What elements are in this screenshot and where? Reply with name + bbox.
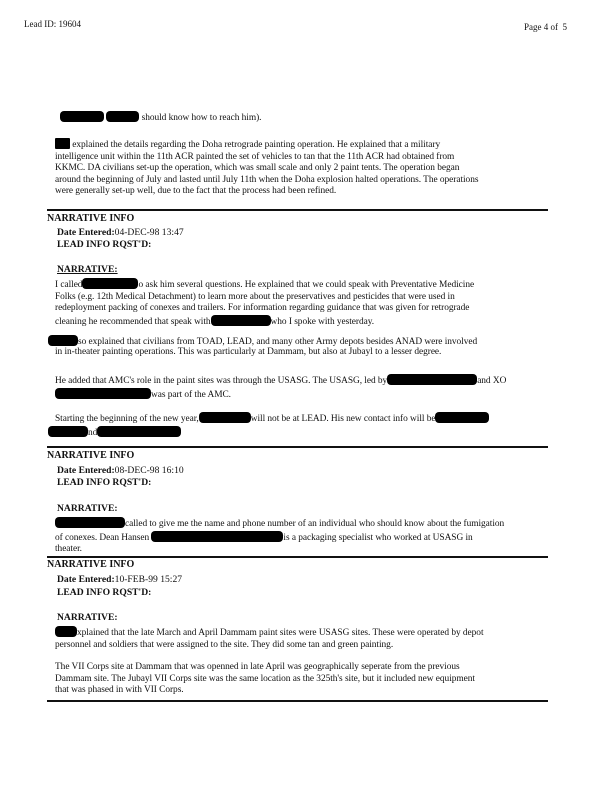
lead-info-requested: LEAD INFO RQST'D: <box>57 239 152 250</box>
date-entered: Date Entered:08-DEC-98 16:10 <box>57 465 184 476</box>
lead-id: Lead ID: 19604 <box>24 19 81 29</box>
section-divider <box>47 209 548 211</box>
lead-info-requested: LEAD INFO RQST'D: <box>57 587 152 598</box>
narrative-body-1: I called o ask him several questions. He explained that we could speak with Preventative Medicine Folks (e.g. 12th Medical Detachment) to learn more about the preservatives and pesticides that were used in redeployment packing of conexes and trailers. For information regarding guidance that was given for retrograde cleaning he recommended that speak with who I spoke with yesterday. <box>55 280 475 327</box>
redaction <box>60 111 104 122</box>
page-total: 5 <box>562 22 567 32</box>
narrative-label: NARRATIVE: <box>57 503 118 514</box>
redaction <box>82 278 138 289</box>
lead-info-requested: LEAD INFO RQST'D: <box>57 477 152 488</box>
redaction <box>55 517 125 528</box>
redaction <box>151 531 283 542</box>
narrative-line: in in-theater painting operations. This was particularly at Dammam, but also at Jubayl to a lesser degree. <box>55 347 442 357</box>
redaction <box>106 111 139 122</box>
date-value: 08-DEC-98 16:10 <box>114 465 184 476</box>
redaction <box>55 388 151 399</box>
narrative-body-1c: He added that AMC's role in the paint sites was through the USASG. The USASG, led by and XO was part of the AMC. <box>55 376 507 400</box>
date-entered: Date Entered:04-DEC-98 13:47 <box>57 227 184 238</box>
section-divider <box>47 556 548 558</box>
page-prefix: Page <box>524 22 542 32</box>
page-indicator <box>524 22 567 32</box>
narrative-body-3b: The VII Corps site at Dammam that was openned in late April was geographically seperate from the previous Dammam site. The Jubayl VII Corps site was the same location as the 325th's site, but it included new equipment that was phased in with VII Corps. <box>55 662 475 696</box>
narrative-body-1b: so explained that civilians from TOAD, LEAD, and many other Army depots besides ANAD were involved <box>48 335 568 349</box>
section-divider <box>47 700 548 702</box>
date-value: 10-FEB-99 15:27 <box>114 574 183 585</box>
redaction <box>435 412 489 423</box>
redaction <box>387 374 477 385</box>
section-label: NARRATIVE INFO <box>47 559 135 570</box>
redaction <box>48 335 78 346</box>
narrative-label: NARRATIVE: <box>57 264 118 275</box>
section-label: NARRATIVE INFO <box>47 450 135 461</box>
narrative-body-2: called to give me the name and phone number of an individual who should know about the fumigation of conexes. Dean Hansen is a packaging specialist who worked at USASG in theater. <box>55 519 505 555</box>
section-divider <box>47 446 548 448</box>
redaction <box>55 626 77 637</box>
date-entered: Date Entered:10-FEB-99 15:27 <box>57 574 183 585</box>
section-label: NARRATIVE INFO <box>47 213 135 224</box>
redaction <box>48 426 88 437</box>
redaction <box>211 315 271 326</box>
intro-line: should know how to reach him). <box>60 111 261 125</box>
redaction <box>199 412 251 423</box>
page-number: 4 <box>543 22 549 32</box>
narrative-body-1d: Starting the beginning of the new year, will not be at LEAD. His new contact info will be nd <box>55 412 575 439</box>
page-of: of <box>550 22 558 32</box>
redaction <box>55 138 70 149</box>
redaction <box>97 426 181 437</box>
narrative-label: NARRATIVE: <box>57 612 118 623</box>
date-value: 04-DEC-98 13:47 <box>114 227 184 238</box>
narrative-body-3: xplained that the late March and April Dammam paint sites were USASG sites. These were operated by depot personnel and soldiers that were assigned to the site. They did some tan and green painting. <box>55 628 484 650</box>
intro-paragraph: explained the details regarding the Doha retrograde painting operation. He explained that a military intelligence unit within the 11th ACR painted the set of vehicles to tan that the 11th ACR had obtained from KKMC. DA civilians set-up the operation, which was small scale and only 2 paint tents. The operation began around the beginning of July and lasted until July 11th when the Doha explosion halted operations. The operations were generally set-up well, due to the fact that the process had been refined. <box>55 140 479 197</box>
